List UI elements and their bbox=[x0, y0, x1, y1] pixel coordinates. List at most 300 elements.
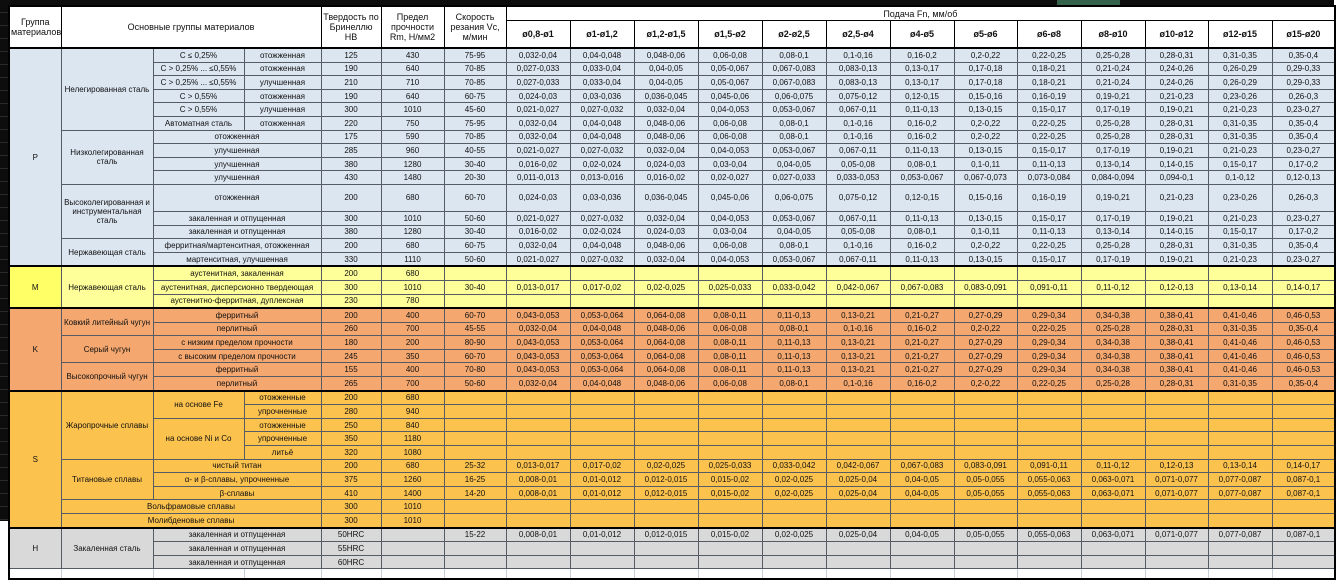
feed-value: 0,048-0,06 bbox=[634, 322, 698, 336]
material-detail: отожженные bbox=[244, 418, 321, 432]
feed-value: 0,21-0,27 bbox=[890, 363, 954, 377]
feed-value: 0,22-0,25 bbox=[1017, 116, 1081, 130]
rm-value: 1480 bbox=[381, 171, 444, 185]
feed-value: 0,28-0,31 bbox=[1145, 130, 1208, 144]
hb-value: 300 bbox=[321, 103, 381, 117]
feed-value bbox=[570, 446, 634, 460]
feed-value bbox=[698, 418, 762, 432]
feed-value: 0,053-0,067 bbox=[762, 144, 826, 158]
feed-value: 0,043-0,053 bbox=[506, 336, 570, 350]
feed-value: 0,25-0,28 bbox=[1081, 130, 1145, 144]
feed-value: 0,18-0,21 bbox=[1017, 76, 1081, 90]
feed-value: 0,16-0,2 bbox=[890, 48, 954, 62]
feed-value: 0,1-0,16 bbox=[826, 130, 890, 144]
feed-value: 0,015-0,02 bbox=[698, 486, 762, 500]
feed-value bbox=[506, 405, 570, 419]
feed-value: 0,12-0,13 bbox=[1272, 171, 1335, 185]
material-detail: Молибденовые сплавы bbox=[61, 514, 321, 528]
feed-value: 0,28-0,31 bbox=[1145, 239, 1208, 253]
feed-value: 0,34-0,38 bbox=[1081, 336, 1145, 350]
feed-value: 0,053-0,067 bbox=[890, 171, 954, 185]
feed-value: 0,27-0,29 bbox=[954, 349, 1017, 363]
material-detail: закаленная и отпущенная bbox=[153, 211, 321, 225]
feed-value: 0,29-0,33 bbox=[1272, 76, 1335, 90]
header-diameter-7: ø5-ø6 bbox=[954, 21, 1017, 49]
vc-value: 20-30 bbox=[444, 171, 506, 185]
empty-cell bbox=[826, 569, 890, 580]
header-diameter-3: ø1,5-ø2 bbox=[698, 21, 762, 49]
material-detail: закаленная и отпущенная bbox=[153, 542, 321, 556]
feed-value: 0,23-0,27 bbox=[1272, 103, 1335, 117]
feed-value: 0,18-0,21 bbox=[1017, 62, 1081, 76]
header-material-group: Группа материалов bbox=[9, 6, 61, 48]
feed-value bbox=[1017, 391, 1081, 405]
feed-value: 0,11-0,13 bbox=[762, 349, 826, 363]
feed-value bbox=[634, 555, 698, 569]
feed-value bbox=[1081, 514, 1145, 528]
feed-value: 0,17-0,19 bbox=[1081, 103, 1145, 117]
feed-value bbox=[506, 514, 570, 528]
feed-value: 0,04-0,053 bbox=[698, 211, 762, 225]
feed-value: 0,1-0,11 bbox=[954, 157, 1017, 171]
empty-cell bbox=[570, 569, 634, 580]
feed-value bbox=[506, 432, 570, 446]
material-detail: закаленная и отпущенная bbox=[153, 528, 321, 542]
rm-value: 680 bbox=[381, 459, 444, 473]
rm-value: 680 bbox=[381, 391, 444, 405]
feed-value: 0,083-0,091 bbox=[954, 280, 1017, 294]
rm-value: 350 bbox=[381, 349, 444, 363]
hb-value: 200 bbox=[321, 266, 381, 280]
vc-value: 80-90 bbox=[444, 336, 506, 350]
feed-value bbox=[1208, 500, 1272, 514]
feed-value: 0,021-0,027 bbox=[506, 211, 570, 225]
feed-value: 0,13-0,15 bbox=[954, 252, 1017, 266]
hb-value: 190 bbox=[321, 62, 381, 76]
hb-value: 375 bbox=[321, 473, 381, 487]
feed-value: 0,04-0,048 bbox=[570, 377, 634, 391]
feed-value bbox=[954, 418, 1017, 432]
feed-value bbox=[762, 500, 826, 514]
feed-value bbox=[698, 446, 762, 460]
feed-value bbox=[570, 542, 634, 556]
feed-value: 0,15-0,17 bbox=[1208, 225, 1272, 239]
feed-value bbox=[826, 500, 890, 514]
feed-value: 0,15-0,16 bbox=[954, 184, 1017, 211]
hb-value: 60HRC bbox=[321, 555, 381, 569]
feed-value: 0,024-0,03 bbox=[634, 225, 698, 239]
feed-value: 0,04-0,05 bbox=[890, 486, 954, 500]
rm-value bbox=[381, 528, 444, 542]
feed-value: 0,27-0,29 bbox=[954, 336, 1017, 350]
feed-value: 0,24-0,26 bbox=[1145, 76, 1208, 90]
material-detail: ферритная/мартенситная, отожженная bbox=[153, 239, 321, 253]
feed-value: 0,02-0,024 bbox=[570, 157, 634, 171]
rm-value: 750 bbox=[381, 116, 444, 130]
feed-value: 0,24-0,26 bbox=[1145, 62, 1208, 76]
feed-value: 0,23-0,27 bbox=[1272, 211, 1335, 225]
feed-value: 0,013-0,017 bbox=[506, 459, 570, 473]
feed-value: 0,15-0,17 bbox=[1017, 103, 1081, 117]
material-group-label: Нержавеющая сталь bbox=[61, 266, 153, 308]
feed-value: 0,04-0,048 bbox=[570, 116, 634, 130]
feed-value bbox=[890, 555, 954, 569]
feed-value: 0,29-0,34 bbox=[1017, 336, 1081, 350]
feed-value: 0,31-0,35 bbox=[1208, 377, 1272, 391]
feed-value: 0,05-0,067 bbox=[698, 76, 762, 90]
material-detail: закаленная и отпущенная bbox=[153, 225, 321, 239]
feed-value: 0,19-0,21 bbox=[1145, 144, 1208, 158]
feed-value: 0,027-0,033 bbox=[506, 62, 570, 76]
feed-value: 0,067-0,11 bbox=[826, 144, 890, 158]
feed-value: 0,043-0,053 bbox=[506, 308, 570, 322]
feed-value: 0,19-0,21 bbox=[1145, 103, 1208, 117]
feed-value: 0,087-0,1 bbox=[1272, 486, 1335, 500]
feed-value: 0,1-0,16 bbox=[826, 116, 890, 130]
material-group-label: Высокопрочный чугун bbox=[61, 363, 153, 391]
feed-value bbox=[954, 432, 1017, 446]
feed-value bbox=[1208, 418, 1272, 432]
feed-value: 0,053-0,067 bbox=[762, 211, 826, 225]
feed-value bbox=[1145, 500, 1208, 514]
feed-value bbox=[1017, 294, 1081, 308]
feed-value: 0,032-0,04 bbox=[506, 116, 570, 130]
feed-value: 0,08-0,11 bbox=[698, 349, 762, 363]
feed-value: 0,063-0,071 bbox=[1081, 528, 1145, 542]
material-group-label: Серый чугун bbox=[61, 336, 153, 363]
feed-value: 0,13-0,21 bbox=[826, 336, 890, 350]
feed-value: 0,04-0,05 bbox=[634, 62, 698, 76]
feed-value bbox=[634, 542, 698, 556]
feed-value: 0,071-0,077 bbox=[1145, 528, 1208, 542]
feed-value: 0,05-0,08 bbox=[826, 157, 890, 171]
header-diameter-10: ø10-ø12 bbox=[1145, 21, 1208, 49]
feed-value: 0,21-0,23 bbox=[1208, 144, 1272, 158]
feed-value: 0,19-0,21 bbox=[1081, 184, 1145, 211]
hb-value: 200 bbox=[321, 308, 381, 322]
feed-value: 0,05-0,067 bbox=[698, 62, 762, 76]
vc-value: 75-95 bbox=[444, 116, 506, 130]
feed-value: 0,14-0,17 bbox=[1272, 280, 1335, 294]
feed-value: 0,032-0,04 bbox=[506, 377, 570, 391]
feed-value bbox=[890, 294, 954, 308]
feed-value: 0,13-0,14 bbox=[1208, 280, 1272, 294]
feed-value: 0,04-0,053 bbox=[698, 144, 762, 158]
rm-value: 430 bbox=[381, 48, 444, 62]
feed-value: 0,04-0,05 bbox=[762, 157, 826, 171]
empty-cell bbox=[698, 569, 762, 580]
feed-value bbox=[698, 555, 762, 569]
material-detail: упрочненные bbox=[244, 405, 321, 419]
feed-value: 0,06-0,08 bbox=[698, 239, 762, 253]
vc-value: 15-22 bbox=[444, 528, 506, 542]
hb-value: 245 bbox=[321, 349, 381, 363]
feed-value: 0,012-0,015 bbox=[634, 473, 698, 487]
feed-value: 0,26-0,3 bbox=[1272, 89, 1335, 103]
feed-value: 0,1-0,16 bbox=[826, 377, 890, 391]
feed-value bbox=[634, 432, 698, 446]
feed-value: 0,067-0,073 bbox=[954, 171, 1017, 185]
feed-value: 0,042-0,067 bbox=[826, 280, 890, 294]
rm-value: 710 bbox=[381, 76, 444, 90]
material-detail: аустенитная, закаленная bbox=[153, 266, 321, 280]
feed-value bbox=[1145, 294, 1208, 308]
table-area bbox=[8, 5, 1334, 567]
hb-value: 50HRC bbox=[321, 528, 381, 542]
feed-value: 0,06-0,075 bbox=[762, 89, 826, 103]
feed-value: 0,38-0,41 bbox=[1145, 363, 1208, 377]
feed-value: 0,13-0,14 bbox=[1081, 157, 1145, 171]
feed-value: 0,21-0,23 bbox=[1145, 184, 1208, 211]
feed-value: 0,015-0,02 bbox=[698, 528, 762, 542]
feed-value bbox=[762, 266, 826, 280]
feed-value: 0,033-0,053 bbox=[826, 171, 890, 185]
feed-value: 0,31-0,35 bbox=[1208, 130, 1272, 144]
feed-value: 0,31-0,35 bbox=[1208, 322, 1272, 336]
vc-value: 60-70 bbox=[444, 349, 506, 363]
rm-value: 1010 bbox=[381, 103, 444, 117]
feed-value: 0,17-0,18 bbox=[954, 62, 1017, 76]
feed-value: 0,032-0,04 bbox=[634, 103, 698, 117]
feed-value bbox=[1272, 555, 1335, 569]
feed-value: 0,21-0,27 bbox=[890, 349, 954, 363]
feed-value bbox=[698, 266, 762, 280]
hb-value: 320 bbox=[321, 446, 381, 460]
feed-value: 0,25-0,28 bbox=[1081, 322, 1145, 336]
vc-value: 50-60 bbox=[444, 211, 506, 225]
feed-value bbox=[570, 500, 634, 514]
rm-value: 680 bbox=[381, 239, 444, 253]
feed-value: 0,11-0,13 bbox=[1017, 157, 1081, 171]
feed-value: 0,055-0,063 bbox=[1017, 486, 1081, 500]
feed-value bbox=[698, 294, 762, 308]
feed-value bbox=[1208, 294, 1272, 308]
feed-value: 0,38-0,41 bbox=[1145, 308, 1208, 322]
material-group-label: Титановые сплавы bbox=[61, 459, 153, 500]
feed-value: 0,04-0,053 bbox=[698, 103, 762, 117]
feed-value: 0,28-0,31 bbox=[1145, 116, 1208, 130]
hb-value: 380 bbox=[321, 157, 381, 171]
feed-value: 0,08-0,1 bbox=[762, 377, 826, 391]
hb-value: 190 bbox=[321, 89, 381, 103]
feed-value: 0,34-0,38 bbox=[1081, 349, 1145, 363]
feed-value: 0,053-0,064 bbox=[570, 336, 634, 350]
feed-value bbox=[570, 418, 634, 432]
feed-value: 0,025-0,04 bbox=[826, 473, 890, 487]
feed-value: 0,02-0,025 bbox=[762, 486, 826, 500]
vc-value: 30-40 bbox=[444, 225, 506, 239]
feed-value: 0,071-0,077 bbox=[1145, 486, 1208, 500]
feed-value: 0,04-0,05 bbox=[634, 76, 698, 90]
vc-value: 30-40 bbox=[444, 157, 506, 171]
feed-value: 0,35-0,4 bbox=[1272, 377, 1335, 391]
feed-value: 0,067-0,11 bbox=[826, 211, 890, 225]
feed-value: 0,11-0,13 bbox=[890, 144, 954, 158]
rm-value bbox=[381, 542, 444, 556]
feed-value: 0,064-0,08 bbox=[634, 349, 698, 363]
material-detail: аустенитная, дисперсионно твердеющая bbox=[153, 280, 321, 294]
feed-value: 0,1-0,16 bbox=[826, 322, 890, 336]
material-detail: упрочненные bbox=[244, 432, 321, 446]
vc-value bbox=[444, 514, 506, 528]
feed-value: 0,025-0,04 bbox=[826, 528, 890, 542]
feed-value bbox=[570, 514, 634, 528]
feed-value: 0,19-0,21 bbox=[1145, 252, 1208, 266]
group-letter-cell: M bbox=[9, 266, 61, 308]
feed-value: 0,12-0,13 bbox=[1145, 459, 1208, 473]
feed-value: 0,02-0,025 bbox=[762, 528, 826, 542]
vc-value: 45-55 bbox=[444, 322, 506, 336]
material-detail: с высоким пределом прочности bbox=[153, 349, 321, 363]
feed-value: 0,012-0,015 bbox=[634, 528, 698, 542]
feed-value: 0,087-0,1 bbox=[1272, 473, 1335, 487]
feed-value bbox=[826, 391, 890, 405]
feed-value: 0,16-0,2 bbox=[890, 130, 954, 144]
feed-value: 0,013-0,016 bbox=[570, 171, 634, 185]
feed-value bbox=[1145, 418, 1208, 432]
feed-value: 0,017-0,02 bbox=[570, 280, 634, 294]
feed-value bbox=[1272, 405, 1335, 419]
feed-value bbox=[1272, 446, 1335, 460]
feed-value: 0,083-0,091 bbox=[954, 459, 1017, 473]
feed-value bbox=[1017, 542, 1081, 556]
feed-value bbox=[1081, 405, 1145, 419]
feed-value: 0,05-0,055 bbox=[954, 486, 1017, 500]
feed-value: 0,2-0,22 bbox=[954, 48, 1017, 62]
feed-value bbox=[506, 391, 570, 405]
feed-value: 0,075-0,12 bbox=[826, 184, 890, 211]
rm-value: 400 bbox=[381, 363, 444, 377]
feed-value bbox=[506, 294, 570, 308]
feed-value: 0,17-0,19 bbox=[1081, 144, 1145, 158]
feed-value: 0,13-0,15 bbox=[954, 144, 1017, 158]
feed-value bbox=[826, 405, 890, 419]
feed-value: 0,091-0,11 bbox=[1017, 459, 1081, 473]
vc-value: 70-85 bbox=[444, 130, 506, 144]
feed-value bbox=[1017, 405, 1081, 419]
feed-value: 0,13-0,17 bbox=[890, 76, 954, 90]
feed-value: 0,13-0,15 bbox=[954, 211, 1017, 225]
feed-value: 0,027-0,032 bbox=[570, 211, 634, 225]
rm-value: 680 bbox=[381, 266, 444, 280]
material-detail: мартенситная, улучшенная bbox=[153, 252, 321, 266]
feed-value: 0,077-0,087 bbox=[1208, 528, 1272, 542]
header-diameter-8: ø6-ø8 bbox=[1017, 21, 1081, 49]
feed-value: 0,11-0,13 bbox=[890, 252, 954, 266]
feed-value bbox=[826, 514, 890, 528]
feed-value bbox=[890, 542, 954, 556]
rm-value: 640 bbox=[381, 62, 444, 76]
feed-value bbox=[1145, 542, 1208, 556]
feed-value: 0,03-0,04 bbox=[698, 225, 762, 239]
hb-value: 200 bbox=[321, 239, 381, 253]
header-diameter-9: ø8-ø10 bbox=[1081, 21, 1145, 49]
feed-value: 0,16-0,19 bbox=[1017, 89, 1081, 103]
feed-value bbox=[634, 294, 698, 308]
feed-value: 0,14-0,15 bbox=[1145, 157, 1208, 171]
feed-value: 0,033-0,042 bbox=[762, 280, 826, 294]
empty-cell bbox=[1272, 569, 1335, 580]
feed-value: 0,06-0,075 bbox=[762, 184, 826, 211]
header-main-groups: Основные группы материалов bbox=[61, 6, 321, 48]
feed-value bbox=[1081, 500, 1145, 514]
feed-value bbox=[762, 446, 826, 460]
feed-value bbox=[1272, 542, 1335, 556]
hb-value: 230 bbox=[321, 294, 381, 308]
feed-value: 0,03-0,036 bbox=[570, 184, 634, 211]
feed-value: 0,14-0,15 bbox=[1145, 225, 1208, 239]
feed-value bbox=[890, 432, 954, 446]
vc-value: 50-60 bbox=[444, 377, 506, 391]
feed-value: 0,04-0,053 bbox=[698, 252, 762, 266]
vc-value: 45-60 bbox=[444, 103, 506, 117]
feed-value bbox=[1081, 446, 1145, 460]
vc-value bbox=[444, 542, 506, 556]
feed-value: 0,17-0,18 bbox=[954, 76, 1017, 90]
feed-value bbox=[954, 266, 1017, 280]
feed-value bbox=[570, 432, 634, 446]
feed-value: 0,41-0,46 bbox=[1208, 308, 1272, 322]
hb-value: 175 bbox=[321, 130, 381, 144]
feed-value bbox=[1081, 418, 1145, 432]
feed-value: 0,03-0,036 bbox=[570, 89, 634, 103]
group-letter-cell: S bbox=[9, 391, 61, 528]
feed-value bbox=[634, 418, 698, 432]
feed-value bbox=[954, 500, 1017, 514]
feed-value: 0,2-0,22 bbox=[954, 130, 1017, 144]
feed-value bbox=[762, 555, 826, 569]
vc-value: 70-85 bbox=[444, 62, 506, 76]
material-group-label: Закаленная сталь bbox=[61, 528, 153, 569]
feed-value: 0,032-0,04 bbox=[506, 239, 570, 253]
feed-value: 0,084-0,094 bbox=[1081, 171, 1145, 185]
feed-value: 0,04-0,048 bbox=[570, 48, 634, 62]
feed-value bbox=[762, 514, 826, 528]
feed-value: 0,02-0,025 bbox=[762, 473, 826, 487]
rm-value: 1280 bbox=[381, 225, 444, 239]
header-cutting-speed: Скорость резания Vc, м/мин bbox=[444, 6, 506, 48]
feed-value: 0,21-0,27 bbox=[890, 308, 954, 322]
feed-value: 0,021-0,027 bbox=[506, 252, 570, 266]
empty-cell bbox=[61, 569, 153, 580]
rm-value: 640 bbox=[381, 89, 444, 103]
feed-value bbox=[826, 542, 890, 556]
feed-value: 0,17-0,2 bbox=[1272, 157, 1335, 171]
feed-value bbox=[634, 446, 698, 460]
feed-value bbox=[1081, 542, 1145, 556]
feed-value: 0,13-0,14 bbox=[1081, 225, 1145, 239]
feed-value: 0,06-0,08 bbox=[698, 116, 762, 130]
vc-value bbox=[444, 432, 506, 446]
feed-value: 0,043-0,053 bbox=[506, 349, 570, 363]
feed-value bbox=[954, 294, 1017, 308]
rm-value: 1110 bbox=[381, 252, 444, 266]
material-detail: C > 0,25% ... ≤0,55% bbox=[153, 62, 244, 76]
feed-value: 0,15-0,17 bbox=[1208, 157, 1272, 171]
feed-value bbox=[890, 405, 954, 419]
feed-value: 0,25-0,28 bbox=[1081, 116, 1145, 130]
feed-value bbox=[1017, 500, 1081, 514]
feed-value bbox=[826, 446, 890, 460]
feed-value bbox=[1272, 500, 1335, 514]
material-detail: C ≤ 0,25% bbox=[153, 48, 244, 62]
feed-value bbox=[634, 266, 698, 280]
rm-value: 1010 bbox=[381, 514, 444, 528]
rm-value: 590 bbox=[381, 130, 444, 144]
material-detail: перлитный bbox=[153, 322, 321, 336]
feed-value: 0,21-0,24 bbox=[1081, 62, 1145, 76]
material-detail: закаленная и отпущенная bbox=[153, 555, 321, 569]
